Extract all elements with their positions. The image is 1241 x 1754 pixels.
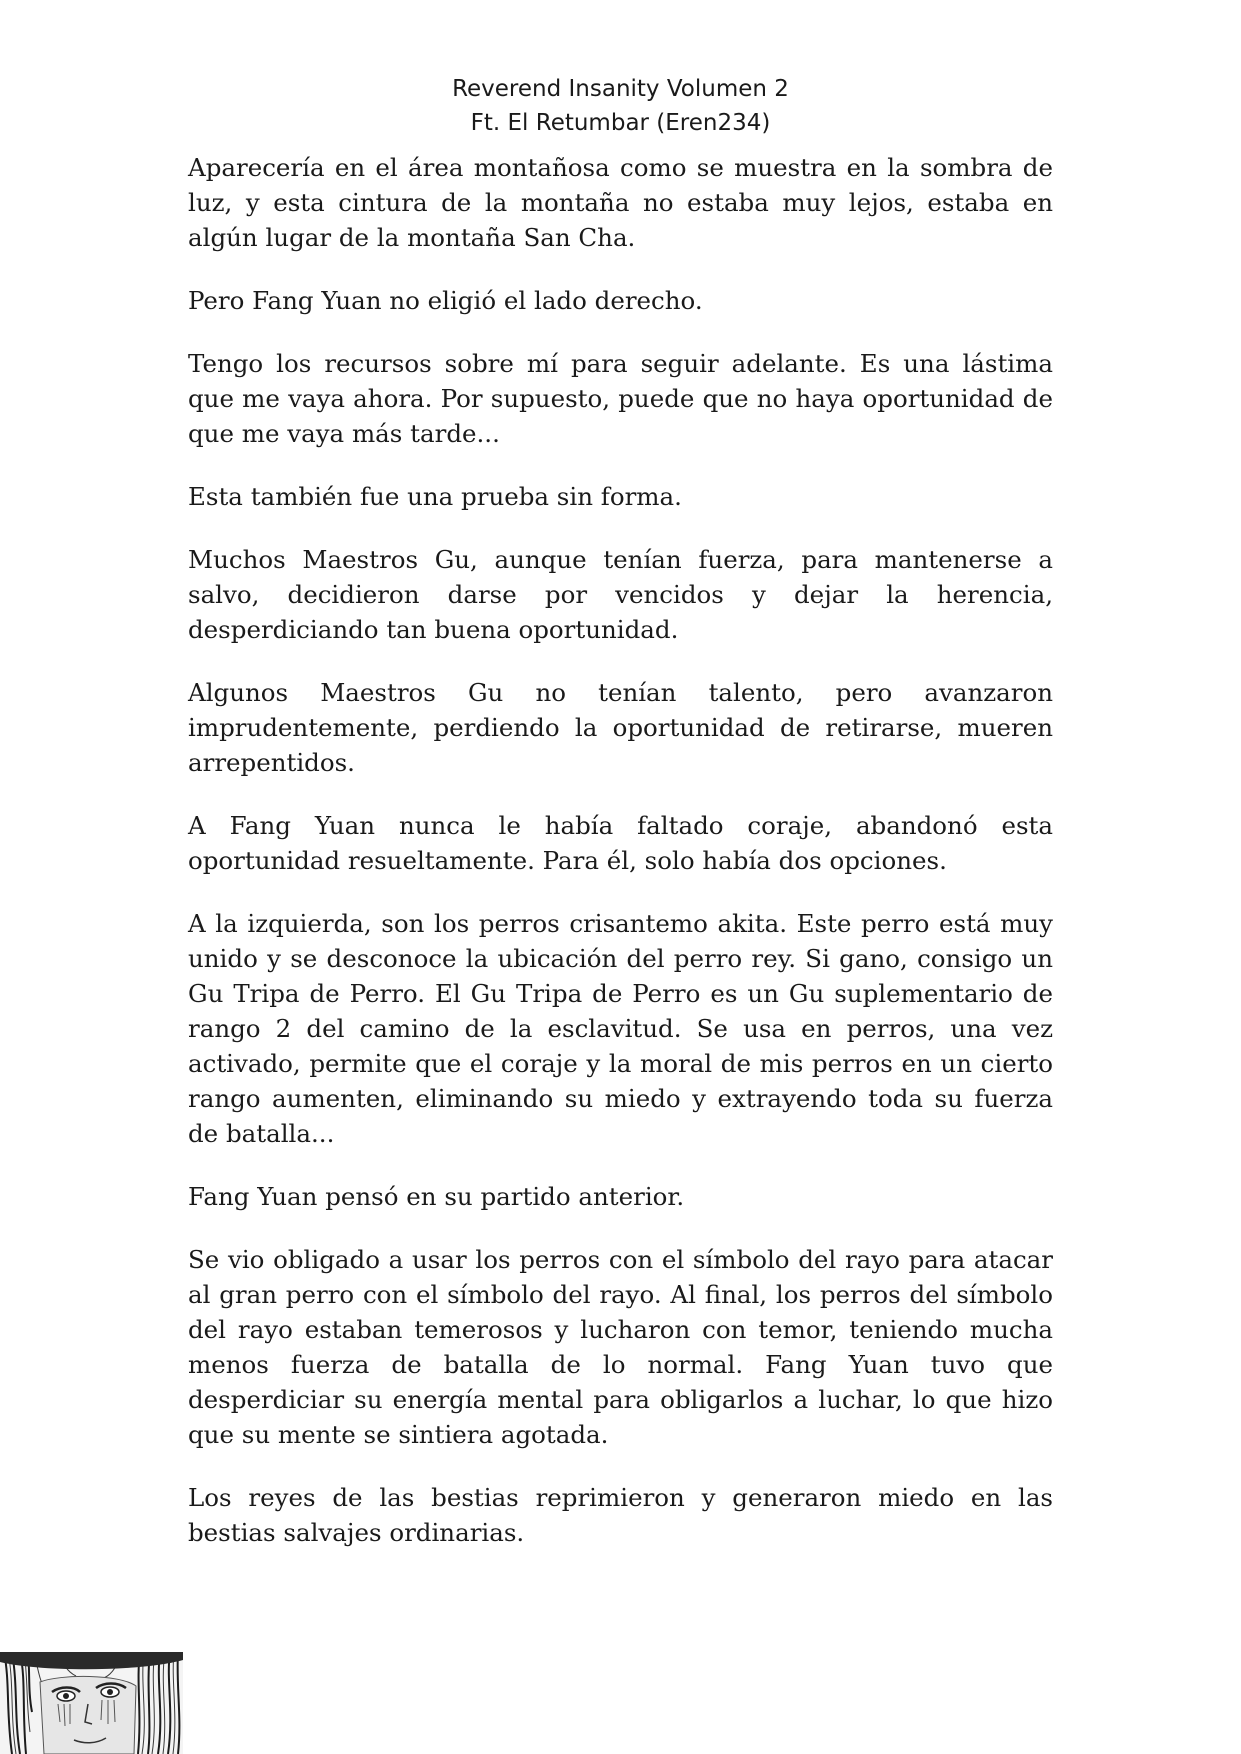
header-credit: Ft. El Retumbar (Eren234): [470, 110, 771, 136]
manga-character-face-image: [0, 1652, 183, 1754]
paragraph: Muchos Maestros Gu, aunque tenían fuerza, para mantenerse a salvo, decidieron darse por vencidos y dejar la herencia, desperdiciando tan buena oportunidad.: [188, 545, 1053, 644]
manga-face-illustration: [0, 1652, 183, 1754]
paragraph: Esta también fue una prueba sin forma.: [188, 482, 682, 511]
page-header: [0, 72, 1241, 140]
paragraph: Los reyes de las bestias reprimieron y generaron miedo en las bestias salvajes ordinarias.: [188, 1483, 1053, 1547]
paragraph: Se vio obligado a usar los perros con el símbolo del rayo para atacar al gran perro con el símbolo del rayo. Al final, los perros del símbolo del rayo estaban temerosos y lucharon con temor, teniendo mucha menos fuerza de batalla de lo normal. Fang Yuan tuvo que desperdiciar su energía mental para obligarlos a luchar, lo que hizo que su mente se sintiera agotada.: [188, 1245, 1053, 1449]
paragraph: Fang Yuan pensó en su partido anterior.: [188, 1182, 685, 1211]
paragraph: A Fang Yuan nunca le había faltado coraje, abandonó esta oportunidad resueltamente. Para él, solo había dos opciones.: [188, 811, 1053, 875]
paragraph: A la izquierda, son los perros crisantemo akita. Este perro está muy unido y se desconoce la ubicación del perro rey. Si gano, consigo un Gu Tripa de Perro. El Gu Tripa de Perro es un Gu suplementario de rango 2 del camino de la esclavitud. Se usa en perros, una vez activado, permite que el coraje y la moral de mis perros en un cierto rango aumenten, eliminando su miedo y extrayendo toda su fuerza de batalla...: [188, 909, 1053, 1148]
paragraph: Pero Fang Yuan no eligió el lado derecho.: [188, 286, 703, 315]
paragraph: Tengo los recursos sobre mí para seguir adelante. Es una lástima que me vaya ahora. Por supuesto, puede que no haya oportunidad de que me vaya más tarde...: [188, 349, 1053, 448]
header-title: Reverend Insanity Volumen 2: [452, 76, 789, 102]
paragraph: Aparecería en el área montañosa como se muestra en la sombra de luz, y esta cintura de la montaña no estaba muy lejos, estaba en algún lugar de la montaña San Cha.: [188, 153, 1053, 252]
body-text: [188, 150, 1053, 1578]
paragraph: Algunos Maestros Gu no tenían talento, pero avanzaron imprudentemente, perdiendo la oportunidad de retirarse, mueren arrepentidos.: [188, 678, 1053, 777]
